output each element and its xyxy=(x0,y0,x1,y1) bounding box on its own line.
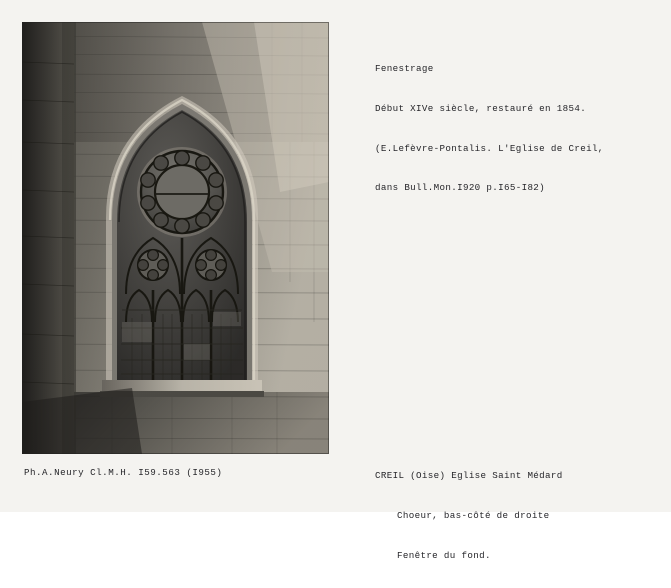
top-annotation-line-4: dans Bull.Mon.I920 p.I65-I82) xyxy=(375,182,546,194)
location-detail: Choeur, bas-côté de droite xyxy=(397,510,550,522)
photo-credit: Ph.A.Neury Cl.M.H. I59.563 (I955) xyxy=(24,467,223,478)
photograph xyxy=(22,22,329,454)
subject-detail: Fenêtre du fond. xyxy=(397,549,491,561)
site-title: CREIL (Oise) Eglise Saint Médard xyxy=(375,470,563,482)
top-annotation-block xyxy=(375,36,604,221)
top-annotation-line-3: (E.Lefèvre-Pontalis. L'Eglise de Creil, xyxy=(375,142,604,154)
top-annotation-line-1: Fenestrage xyxy=(375,63,434,75)
photograph-image xyxy=(22,22,329,454)
bottom-annotation-block xyxy=(375,443,563,588)
top-annotation-line-2: Début XIVe siècle, restauré en 1854. xyxy=(375,103,587,115)
